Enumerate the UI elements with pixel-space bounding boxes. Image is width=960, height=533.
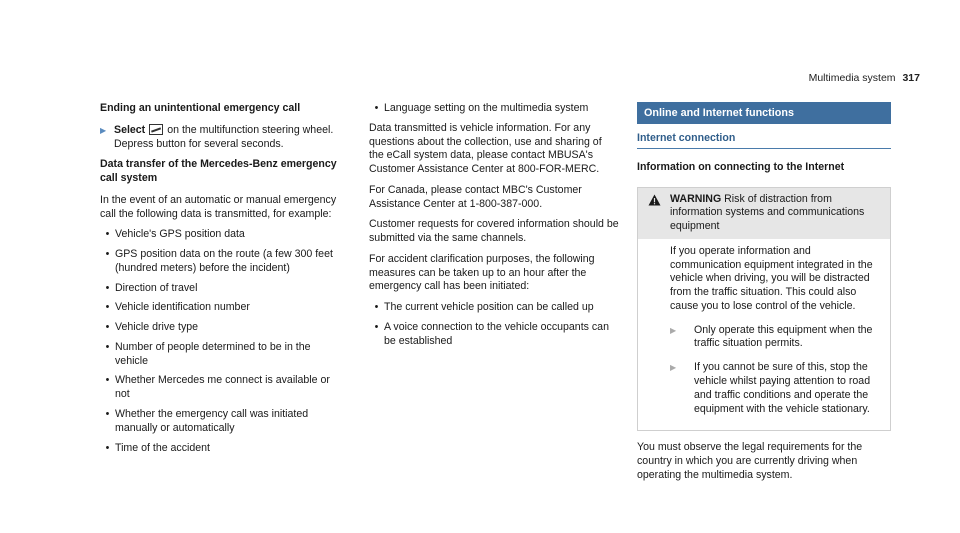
warning-text — [670, 193, 882, 234]
data-list — [100, 228, 344, 455]
warning-header — [638, 188, 890, 239]
list-item — [100, 248, 344, 276]
list-item — [100, 321, 344, 335]
bullet-icon: • — [374, 320, 379, 333]
step-select-label: Select — [114, 123, 146, 136]
list-item-text: The current vehicle position can be called up — [384, 301, 594, 314]
list-item — [100, 374, 344, 402]
list-item-text: A voice connection to the vehicle occupants can be established — [384, 320, 609, 347]
list-item-text: Time of the accident — [115, 441, 210, 454]
column-middle — [369, 102, 619, 354]
bullet-icon: • — [374, 102, 379, 114]
bullet-icon: • — [105, 374, 110, 387]
section-name: Multimedia system — [808, 72, 896, 84]
bullet-icon: • — [105, 301, 110, 314]
warning-step-text: Only operate this equipment when the traffic situation permits. — [694, 323, 873, 350]
list-item-text: GPS position data on the route (a few 300 feet (hundred meters) before the incident) — [115, 248, 333, 274]
list-item-text: Vehicle's GPS position data — [115, 228, 245, 241]
subheading-internet: Internet connection — [637, 132, 891, 149]
warning-box — [637, 187, 891, 432]
heading-data-transfer: Data transfer of the Mercedes-Benz emergency call system — [100, 158, 337, 185]
list-item — [100, 408, 344, 436]
bullet-icon: • — [105, 228, 110, 241]
bullet-icon: • — [105, 408, 110, 421]
warning-body-text: If you operate information and communication equipment integrated in the vehicle when driving, you will be distracted from the traffic situation. This could also cause you to lose control of the vehicle. — [670, 244, 873, 312]
list-item-text: Whether Mercedes me connect is available or not — [115, 374, 330, 401]
column-left — [100, 102, 344, 461]
list-item-text: Vehicle identification number — [115, 301, 250, 314]
bullet-icon: • — [374, 301, 379, 314]
list-item-text: Vehicle drive type — [115, 321, 199, 334]
list-item-text: Whether the emergency call was initiated manually or automatically — [115, 408, 309, 434]
list-item — [100, 282, 344, 296]
triangle-right-icon: ▶ — [670, 325, 677, 335]
warning-step-text: If you cannot be sure of this, stop the vehicle whilst paying attention to road and traffic conditions and operate the equipment with the vehicle stationary. — [694, 361, 871, 415]
warning-head-text: Risk of distraction from information systems and communications equipment — [670, 192, 865, 233]
list-item-text: Direction of travel — [115, 281, 198, 294]
triangle-right-icon: ▶ — [670, 363, 677, 373]
paragraph-data-info: Data transmitted is vehicle information. For any questions about the collection, use and sharing of the eCall system data, please contact MBUSA's Customer Assistance Center at 800-FOR-MERC. — [369, 121, 602, 176]
warning-label: WARNING — [670, 192, 722, 205]
warning-step — [670, 324, 880, 352]
triangle-right-icon: ▶ — [100, 125, 107, 135]
data-transfer-intro: In the event of an automatic or manual emergency call the following data is transmitted, for example: — [100, 193, 337, 220]
column-right — [637, 102, 891, 490]
bullet-icon: • — [105, 321, 110, 334]
bullet-icon: • — [105, 340, 110, 353]
list-item — [100, 341, 344, 369]
list-item — [100, 442, 344, 456]
list-item — [100, 228, 344, 242]
bullet-icon: • — [105, 248, 110, 261]
warning-body — [638, 239, 890, 430]
step-rest: on the multifunction steering wheel. Depress button for several seconds. — [114, 123, 334, 150]
bullet-icon: • — [105, 281, 110, 294]
bullet-icon: • — [105, 441, 110, 454]
paragraph-accident: For accident clarification purposes, the following measures can be taken up to an hour after the emergency call has been initiated: — [369, 252, 595, 293]
paragraph-requests: Customer requests for covered information should be submitted via the same channels. — [369, 218, 619, 245]
warning-step — [670, 361, 880, 416]
warning-triangle-svg — [648, 194, 661, 206]
list-item — [369, 102, 619, 116]
instruction-step — [100, 124, 344, 152]
warning-triangle-icon — [648, 193, 670, 234]
list-item-text: Number of people determined to be in the vehicle — [115, 340, 311, 367]
page-number: 317 — [902, 72, 920, 84]
list-item — [369, 301, 619, 315]
heading-ending-call: Ending an unintentional emergency call — [100, 102, 301, 114]
paragraph-canada: For Canada, please contact MBC's Customer Assistance Center at 1-800-387-000. — [369, 183, 582, 210]
heading-info-internet: Information on connecting to the Internet — [637, 160, 845, 173]
paragraph-legal: You must observe the legal requirements for the country in which you are currently driving when operating the multimedia system. — [637, 441, 863, 481]
list-item — [100, 301, 344, 315]
step-text — [114, 124, 344, 152]
list-item-text: Language setting on the multimedia system — [384, 102, 589, 114]
phone-hangup-key-icon — [149, 124, 163, 135]
list-item — [369, 321, 619, 349]
running-header — [809, 72, 920, 86]
section-bar: Online and Internet functions — [637, 102, 891, 124]
